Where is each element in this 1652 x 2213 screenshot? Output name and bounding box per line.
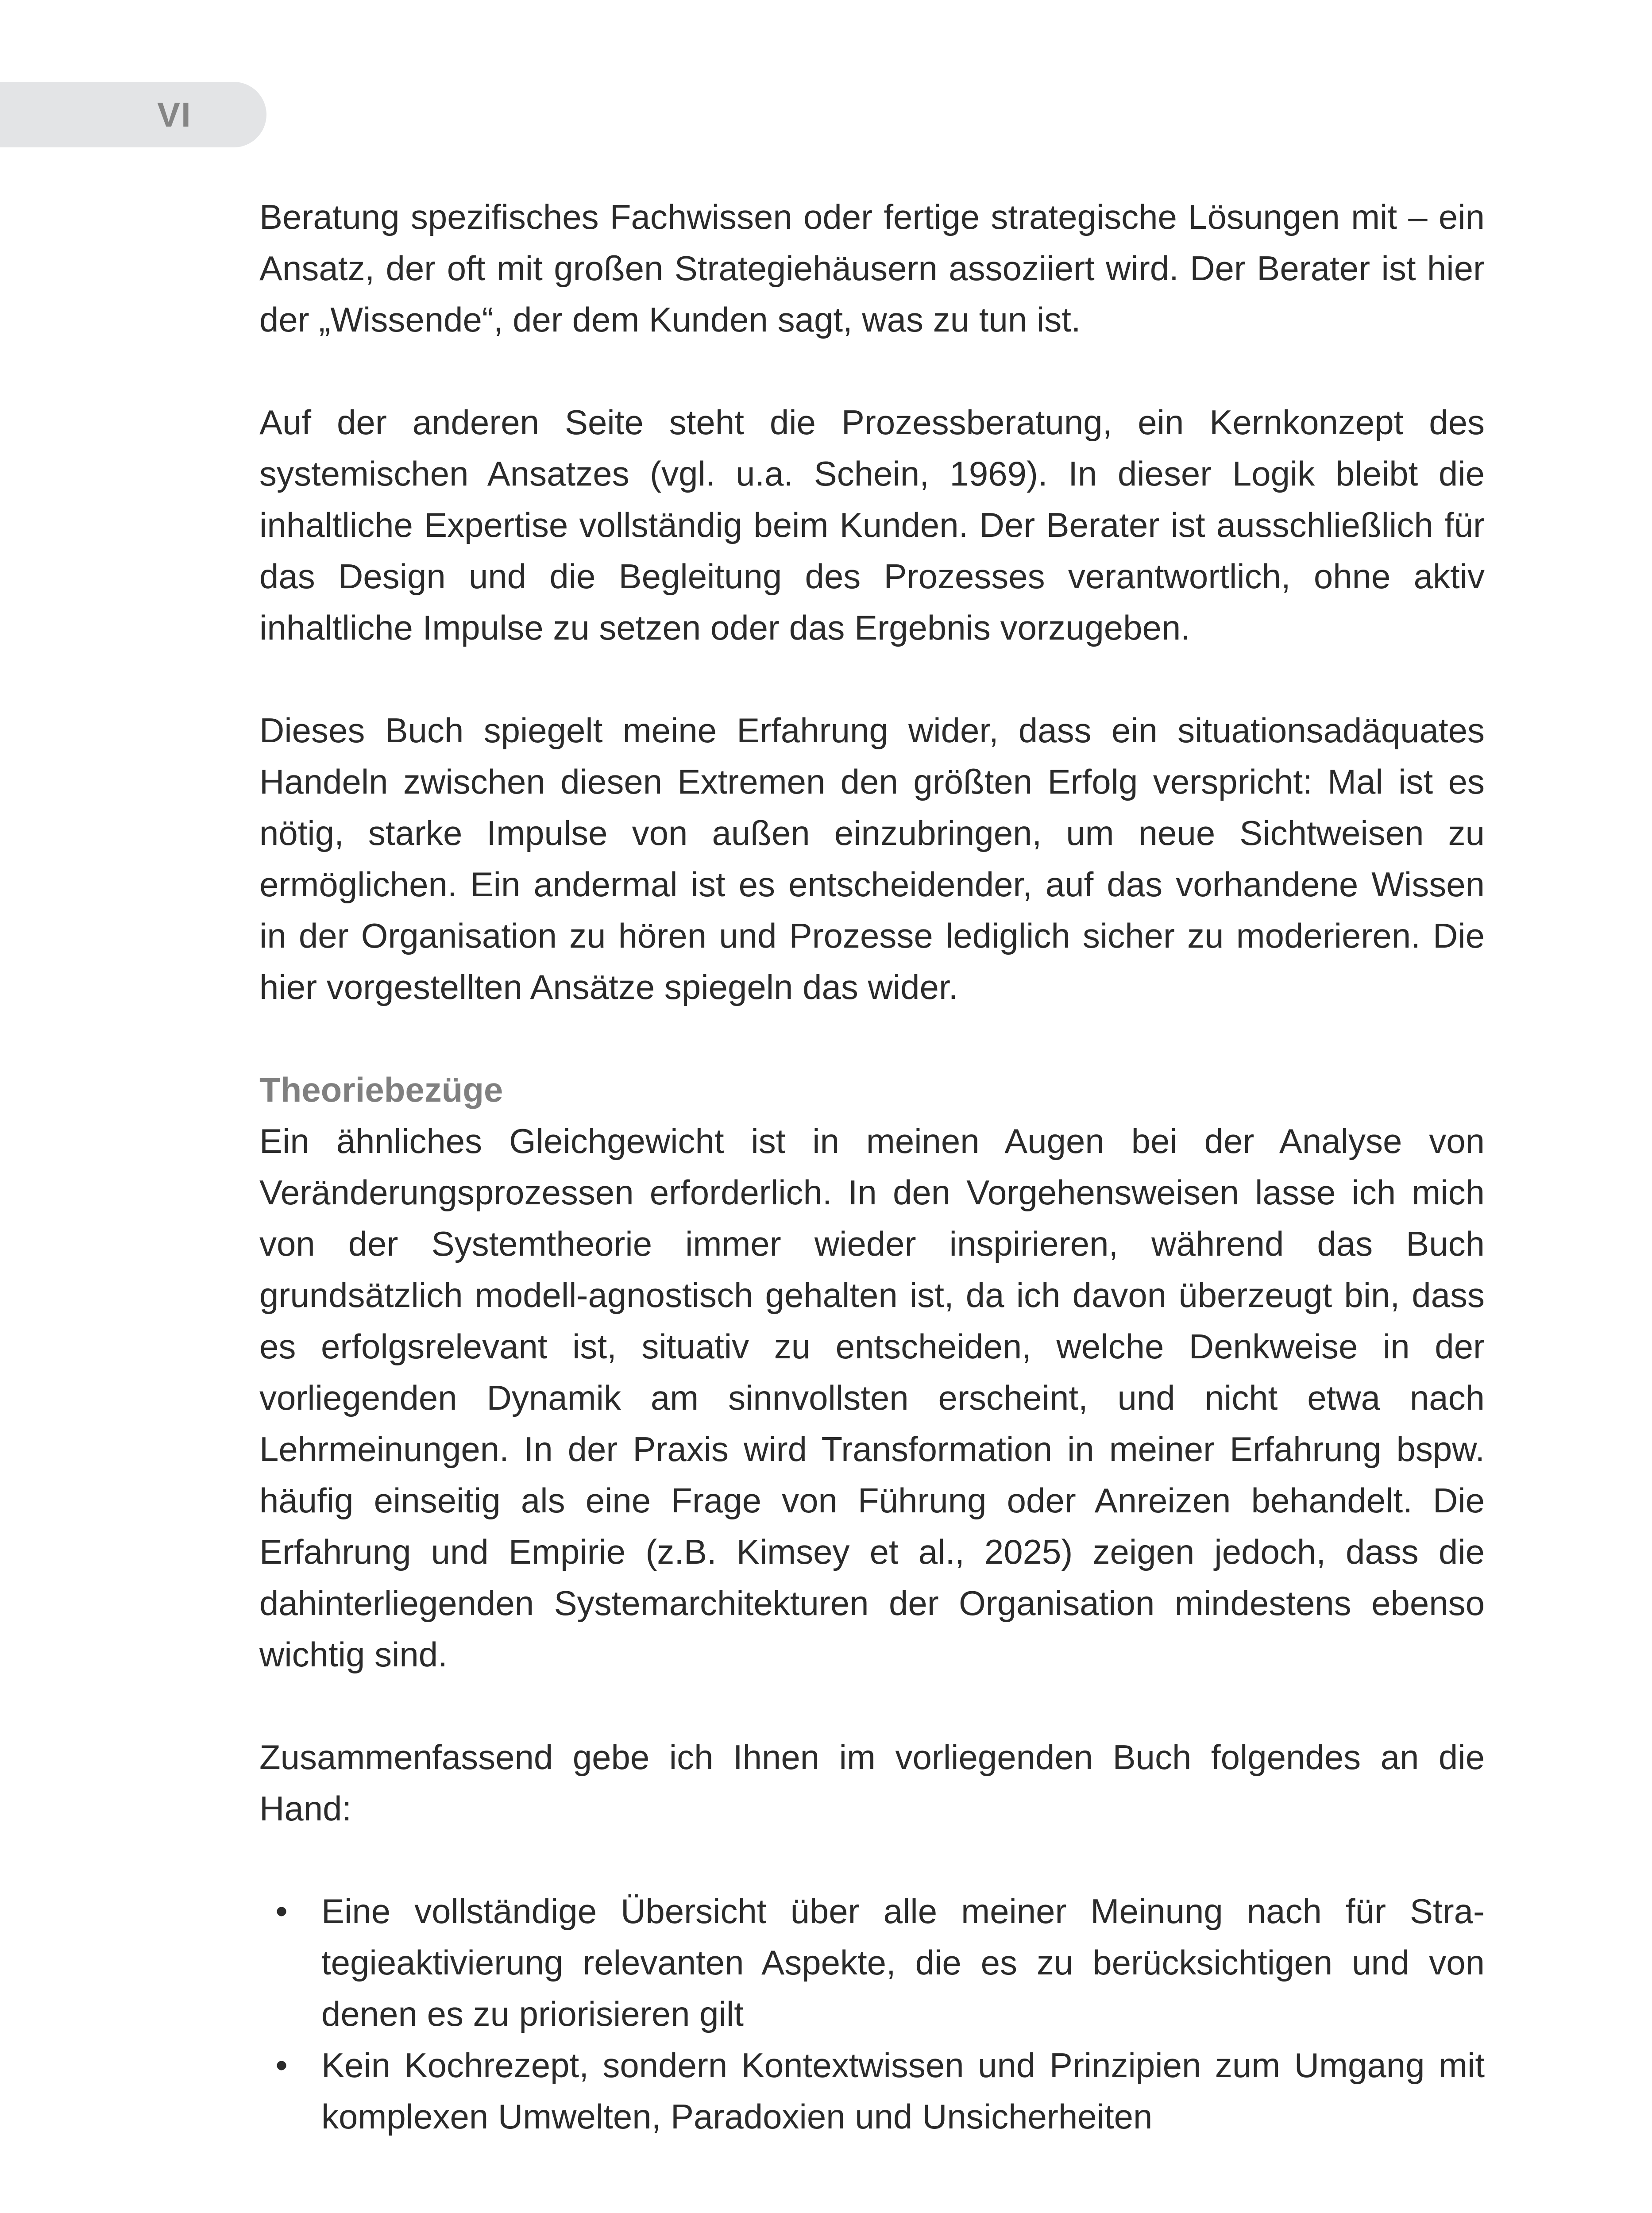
bullet-icon: • xyxy=(275,1892,288,1931)
list-item-text: Kein Kochrezept, sondern Kontextwissen und Prinzipien zum Umgang mit komplexen Umwelten, Paradoxien und Unsicherheiten xyxy=(321,2046,1485,2136)
body-paragraph: Zusammenfassend gebe ich Ihnen im vorliegenden Buch folgendes an die Hand: xyxy=(259,1738,1485,1828)
list-item-text: Eine vollständige Übersicht über alle meiner Meinung nach für Strategieaktivierung relevanten Aspekte, die es zu berücksichtigen und von denen es zu priorisieren gilt xyxy=(321,1892,1485,2033)
body-paragraph: Beratung spezifisches Fachwissen oder fertige strategische Lösungen mit – ein Ansatz, der oft mit großen Strategiehäusern assoziiert wird. Der Berater ist hier der „Wissende“, der dem Kunden sagt, was zu tun ist. xyxy=(259,197,1485,339)
body-paragraph: Dieses Buch spiegelt meine Erfahrung wider, dass ein situationsadäquates Handeln zwischen diesen Extremen den größten Erfolg verspricht: Mal ist es nötig, starke Impulse von außen einzubringen, um neue Sichtweisen zu ermöglichen. Ein andermal ist es entscheidender, auf das vorhandene Wissen in der Organisation zu hören und Prozesse lediglich sicher zu moderieren. Die hier vorgestellten Ansätze spiegeln das wider. xyxy=(259,711,1485,1006)
body-paragraph: Auf der anderen Seite steht die Prozessberatung, ein Kernkonzept des systemischen Ansatzes (vgl. u.a. Schein, 1969). In dieser Logik bleibt die inhaltliche Expertise vollständig beim Kunden. Der Berater ist ausschließlich für das Design und die Begleitung des Prozesses verantwortlich, ohne aktiv inhaltliche Impulse zu setzen oder das Ergebnis vorzugeben. xyxy=(259,403,1485,647)
list-item xyxy=(259,1885,1485,2040)
page-number: VI xyxy=(157,95,192,134)
page-body xyxy=(259,191,1485,2142)
list-item xyxy=(259,2040,1485,2142)
bullet-list xyxy=(259,1885,1485,2142)
page-number-tab xyxy=(0,82,266,147)
body-paragraph: Ein ähnliches Gleichgewicht ist in meinen Augen bei der Analyse von Veränderungsprozessen erforderlich. In den Vorgehensweisen lasse ich mich von der Systemtheorie immer wieder inspirieren, während das Buch grundsätzlich modell-agnostisch gehalten ist, da ich davon überzeugt bin, dass es erfolgsrelevant ist, situativ zu entscheiden, welche Denkweise in der vorliegenden Dynamik am sinnvollsten erscheint, und nicht etwa nach Lehrmeinungen. In der Praxis wird Transformation in meiner Erfahrung bspw. häufig einseitig als eine Frage von Führung oder Anreizen behandelt. Die Erfahrung und Empirie (z.B. Kimsey et al., 2025) zeigen jedoch, dass die dahinterliegenden Systemarchitekturen der Organisation mindestens ebenso wichtig sind. xyxy=(259,1122,1485,1674)
bullet-icon: • xyxy=(275,2046,288,2085)
section-heading: Theoriebezüge xyxy=(259,1070,503,1109)
